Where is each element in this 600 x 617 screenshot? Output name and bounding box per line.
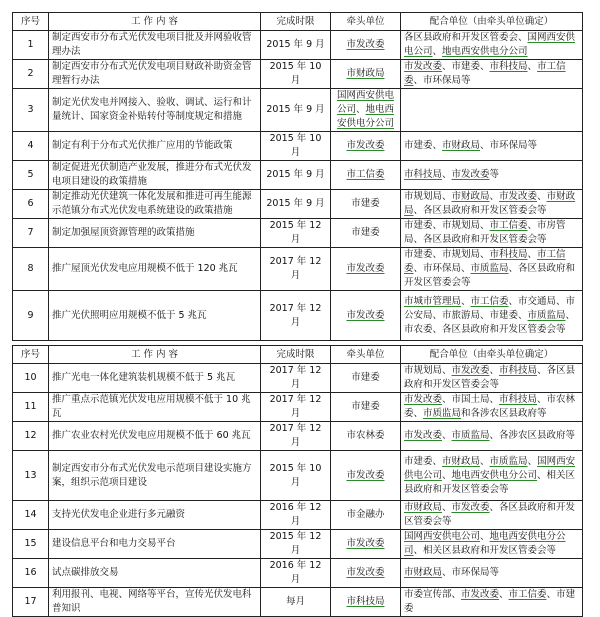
row-content: 支持光伏发电企业进行多元融资 [49,501,261,530]
table-row [13,530,583,559]
table-row [13,31,583,60]
row-deadline: 2015 年 10 月 [261,451,331,501]
row-number: 11 [13,393,49,422]
row-content: 制定西安市分布式光伏发电示范项目建设实施方案，组织示范项目建设 [49,451,261,501]
row-number: 10 [13,364,49,393]
row-partner-units: 市建委、市规划局、市科技局、市工信委、市环保局、市质监局、各区县政府和开发区管委会等 [401,248,583,291]
row-partner-units: 市建委、市规划局、市工信委、市房管局、各区县政府和开发区管委会等 [401,219,583,248]
row-partner-units: 市发改委、市质监局、各涉农区县政府等 [401,422,583,451]
row-partner-units: 国网西安供电公司、地电西安供电分公司、相关区县政府和开发区管委会等 [401,530,583,559]
table-row [13,364,583,393]
row-content: 推广农业农村光伏发电应用规模不低于 60 兆瓦 [49,422,261,451]
row-lead-unit: 市农林委 [331,422,401,451]
row-content: 制定西安市分布式光伏发电项目批及并网验收管理办法 [49,31,261,60]
row-partner-units: 市建委、市财政局、市环保局等 [401,132,583,161]
row-partner-units: 市规划局、市发改委、市科技局、各区县政府和开发区管委会等 [401,364,583,393]
row-content: 制定有利于分布式光伏推广应用的节能政策 [49,132,261,161]
work-table-part-2 [12,345,583,617]
row-content: 试点碳排放交易 [49,559,261,588]
table-row [13,451,583,501]
row-number: 9 [13,291,49,341]
row-content: 制定促进光伏制造产业发展，推进分布式光伏发电项目建设的政策措施 [49,161,261,190]
row-deadline: 2015 年 9 月 [261,31,331,60]
row-deadline: 2016 年 12 月 [261,501,331,530]
table-row [13,422,583,451]
row-content: 推广光电一体化建筑装机规模不低于 5 兆瓦 [49,364,261,393]
row-partner-units: 市科技局、市发改委等 [401,161,583,190]
row-lead-unit: 市财政局 [331,60,401,89]
row-deadline: 2015 年 12 月 [261,219,331,248]
table-row [13,132,583,161]
table-row [13,501,583,530]
table-row [13,161,583,190]
row-deadline: 2017 年 12 月 [261,248,331,291]
table-row [13,291,583,341]
table-row [13,248,583,291]
row-number: 15 [13,530,49,559]
row-lead-unit: 市发改委 [331,530,401,559]
row-content: 制定加强屋顶资源管理的政策措施 [49,219,261,248]
table-row [13,89,583,132]
row-number: 17 [13,588,49,617]
row-content: 制定推动光伏建筑一体化发展和推进可再生能源示范镇分布式光伏发电系统建设的政策措施 [49,190,261,219]
row-lead-unit: 市发改委 [331,451,401,501]
row-deadline: 2017 年 12 月 [261,291,331,341]
row-content: 推广光伏照明应用规模不低于 5 兆瓦 [49,291,261,341]
table-row [13,588,583,617]
row-partner-units: 市委宣传部、市发改委、市工信委、市建委 [401,588,583,617]
row-number: 14 [13,501,49,530]
row-deadline: 2015 年 9 月 [261,161,331,190]
row-content: 利用报刊、电视、网络等平台，宣传光伏发电科普知识 [49,588,261,617]
row-number: 13 [13,451,49,501]
row-lead-unit: 市发改委 [331,559,401,588]
row-number: 5 [13,161,49,190]
header-time: 完成时限 [261,346,331,364]
table-row [13,60,583,89]
row-lead-unit: 市金融办 [331,501,401,530]
row-partner-units: 市财政局、市发改委、各区县政府和开发区管委会等 [401,501,583,530]
row-lead-unit: 市发改委 [331,132,401,161]
row-number: 6 [13,190,49,219]
row-number: 3 [13,89,49,132]
row-partner-units: 市发改委、市建委、市科技局、市工信委、市环保局等 [401,60,583,89]
header-lead: 牵头单位 [331,346,401,364]
header-no: 序号 [13,346,49,364]
row-lead-unit: 市建委 [331,393,401,422]
table-row [13,559,583,588]
row-number: 16 [13,559,49,588]
row-lead-unit: 国网西安供电公司、地电西安供电分公司 [331,89,401,132]
row-lead-unit: 市建委 [331,364,401,393]
row-deadline: 2017 年 12 月 [261,364,331,393]
header-time: 完成时限 [261,13,331,31]
row-number: 4 [13,132,49,161]
row-content: 建设信息平台和电力交易平台 [49,530,261,559]
row-deadline: 2015 年 9 月 [261,89,331,132]
row-lead-unit: 市发改委 [331,248,401,291]
header-partner: 配合单位（由牵头单位确定） [401,13,583,31]
table-header-row [13,346,583,364]
row-lead-unit: 市发改委 [331,291,401,341]
row-number: 1 [13,31,49,60]
row-lead-unit: 市发改委 [331,31,401,60]
table-row [13,393,583,422]
row-content: 制定光伏发电并网接入、验收、调试、运行和计量统计、国家资金补贴转付等制度规定和措施 [49,89,261,132]
row-number: 8 [13,248,49,291]
row-content: 推广屋顶光伏发电应用规模不低于 120 兆瓦 [49,248,261,291]
row-content: 推广重点示范镇光伏发电应用规模不低于 10 兆瓦 [49,393,261,422]
row-partner-units: 市规划局、市财政局、市发改委、市财政局、各区县政府和开发区管委会等 [401,190,583,219]
row-deadline: 2017 年 12 月 [261,422,331,451]
row-lead-unit: 市工信委 [331,161,401,190]
row-deadline: 2015 年 9 月 [261,190,331,219]
row-partner-units [401,89,583,132]
row-partner-units: 市城市管理局、市工信委、市交通局、市公安局、市旅游局、市建委、市质监局、市农委、各区县政府和开发区管委会等 [401,291,583,341]
table-header-row [13,13,583,31]
row-lead-unit: 市建委 [331,219,401,248]
row-content: 制定西安市分布式光伏发电项目财政补助资金管理暂行办法 [49,60,261,89]
header-no: 序号 [13,13,49,31]
row-deadline: 每月 [261,588,331,617]
header-lead: 牵头单位 [331,13,401,31]
table-row [13,219,583,248]
table-row [13,190,583,219]
row-lead-unit: 市建委 [331,190,401,219]
row-deadline: 2015 年 10 月 [261,60,331,89]
row-number: 12 [13,422,49,451]
row-partner-units: 市财政局、市环保局等 [401,559,583,588]
row-deadline: 2015 年 10 月 [261,132,331,161]
row-lead-unit: 市科技局 [331,588,401,617]
row-deadline: 2015 年 12 月 [261,530,331,559]
row-number: 7 [13,219,49,248]
row-deadline: 2016 年 12 月 [261,559,331,588]
row-partner-units: 市发改委、市国土局、市科技局、市农林委、市质监局和各涉农区县政府等 [401,393,583,422]
header-partner: 配合单位（由牵头单位确定） [401,346,583,364]
work-table-part-1 [12,12,583,341]
row-number: 2 [13,60,49,89]
row-partner-units: 市建委、市财政局、市质监局、国网西安供电公司、地电西安供电分公司、相关区县政府和开发区管委会等 [401,451,583,501]
header-content: 工 作 内 容 [49,13,261,31]
row-deadline: 2017 年 12 月 [261,393,331,422]
header-content: 工 作 内 容 [49,346,261,364]
row-partner-units: 各区县政府和开发区管委会、国网西安供电公司、地电西安供电分公司 [401,31,583,60]
